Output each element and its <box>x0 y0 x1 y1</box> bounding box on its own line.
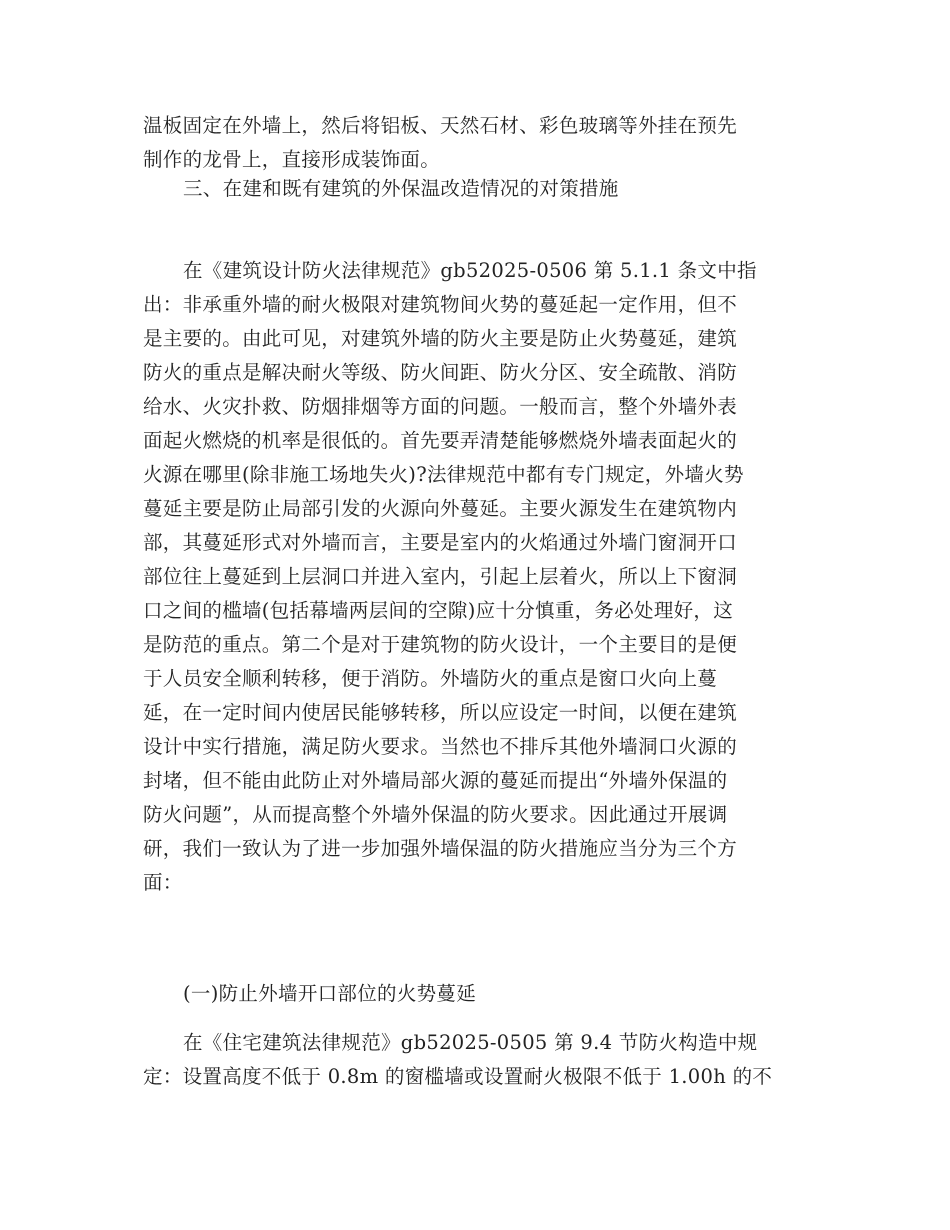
text-line: 部位往上蔓延到上层洞口并进入室内，引起上层着火，所以上下窗洞 <box>143 565 738 588</box>
text-line: 面起火燃烧的机率是很低的。首先要弄清楚能够燃烧外墙表面起火的 <box>143 429 738 452</box>
text-line: 温板固定在外墙上，然后将铝板、天然石材、彩色玻璃等外挂在预先 <box>143 114 738 137</box>
text-line: 给水、火灾扑救、防烟排烟等方面的问题。一般而言，整个外墙外表 <box>143 395 738 418</box>
text-line: 制作的龙骨上，直接形成装饰面。 <box>143 148 441 171</box>
text-line: 是防范的重点。第二个是对于建筑物的防火设计，一个主要目的是便 <box>143 633 738 656</box>
paragraph-continuation <box>143 109 805 177</box>
text-line: 定：设置高度不低于 0.8m 的窗槛墙或设置耐火极限不低于 1.00h 的不 <box>143 1065 773 1088</box>
text-line: 是主要的。由此可见，对建筑外墙的防火主要是防止火势蔓延，建筑 <box>143 327 738 350</box>
paragraph-residential-code <box>143 1026 805 1094</box>
text-line: 在《建筑设计防火法律规范》gb52025-0506 第 5.1.1 条文中指 <box>183 259 757 282</box>
paragraph-fire-spread <box>143 254 805 900</box>
text-line: 防火的重点是解决耐火等级、防火间距、防火分区、安全疏散、消防 <box>143 361 738 384</box>
text-line: 设计中实行措施，满足防火要求。当然也不排斥其他外墙洞口火源的 <box>143 735 738 758</box>
text-line: 研，我们一致认为了进一步加强外墙保温的防火措施应当分为三个方 <box>143 837 738 860</box>
text-line: 蔓延主要是防止局部引发的火源向外蔓延。主要火源发生在建筑物内 <box>143 497 738 520</box>
text-line: 延，在一定时间内使居民能够转移，所以应设定一时间，以便在建筑 <box>143 701 738 724</box>
text-line: 于人员安全顺利转移，便于消防。外墙防火的重点是窗口火向上蔓 <box>143 667 718 690</box>
text-line: 火源在哪里(除非施工场地失火)?法律规范中都有专门规定，外墙火势 <box>143 463 744 486</box>
text-line: 部，其蔓延形式对外墙而言，主要是室内的火焰通过外墙门窗洞开口 <box>143 531 738 554</box>
text-line: 面： <box>143 871 183 894</box>
text-line: 出：非承重外墙的耐火极限对建筑物间火势的蔓延起一定作用，但不 <box>143 293 738 316</box>
text-line: 口之间的槛墙(包括幕墙两层间的空隙)应十分慎重，务必处理好，这 <box>143 599 734 622</box>
text-line: 防火问题”，从而提高整个外墙外保温的防火要求。因此通过开展调 <box>143 803 728 826</box>
text-line: 在《住宅建筑法律规范》gb52025-0505 第 9.4 节防火构造中规 <box>183 1031 758 1054</box>
heading-text: 三、在建和既有建筑的外保温改造情况的对策措施 <box>183 177 619 200</box>
text-line: 封堵，但不能由此防止对外墙局部火源的蔓延而提出“外墙外保温的 <box>143 769 728 792</box>
section-heading <box>143 172 805 206</box>
heading-text: (一)防止外墙开口部位的火势蔓延 <box>183 982 477 1005</box>
subsection-heading <box>143 977 805 1011</box>
